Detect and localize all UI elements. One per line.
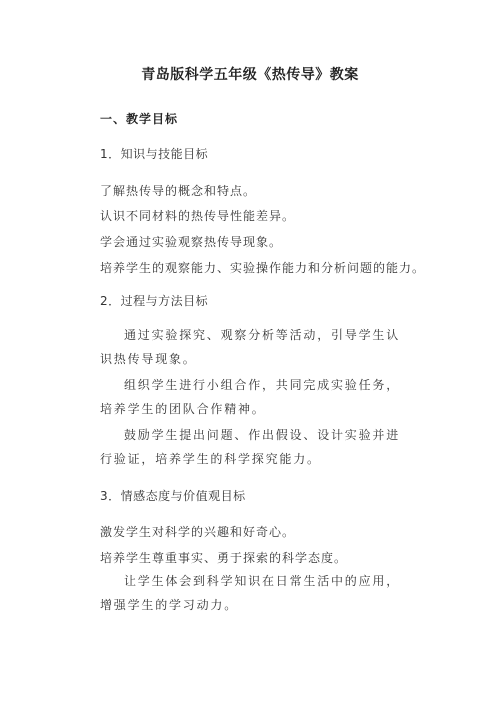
subheading-process-methods: 2．过程与方法目标 (100, 294, 209, 308)
paragraph: 通过实验探究、观察分析等活动，引导学生认识热传导现象。 (100, 328, 401, 366)
document-title: 青岛版科学五年级《热传导》教案 (141, 67, 359, 83)
list-item: 了解热传导的概念和特点。 (100, 184, 257, 198)
paragraph: 组织学生进行小组合作，共同完成实验任务，培养学生的团队合作精神。 (100, 378, 401, 416)
list-item: 认识不同材料的热传导性能差异。 (100, 209, 296, 223)
section-heading-teaching-goals: 一、教学目标 (100, 112, 179, 126)
list-item: 培养学生的观察能力、实验操作能力和分析问题的能力。 (100, 261, 426, 275)
subheading-knowledge-skills: 1．知识与技能目标 (100, 147, 209, 161)
list-item: 学会通过实验观察热传导现象。 (100, 235, 283, 249)
list-item: 激发学生对科学的兴趣和好奇心。 (100, 525, 296, 539)
subheading-attitude-values: 3．情感态度与价值观目标 (100, 489, 246, 503)
list-item: 培养学生尊重事实、勇于探索的科学态度。 (100, 551, 348, 565)
paragraph: 让学生体会到科学知识在日常生活中的应用，增强学生的学习动力。 (100, 574, 401, 612)
paragraph: 鼓励学生提出问题、作出假设、设计实验并进行验证，培养学生的科学探究能力。 (100, 428, 401, 466)
